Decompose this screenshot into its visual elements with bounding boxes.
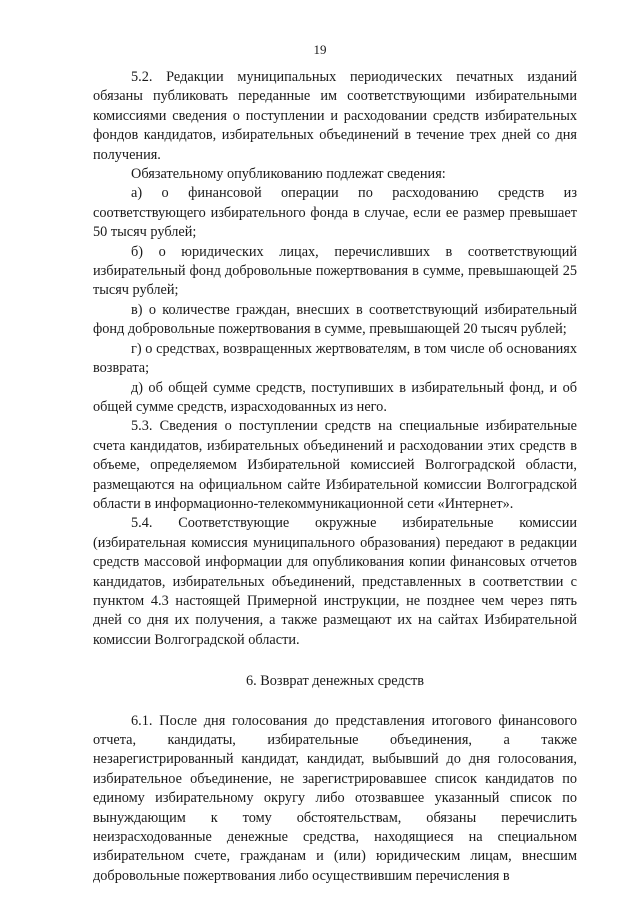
paragraph-required-info: Обязательному опубликованию подлежат сведения: (131, 166, 446, 183)
page-number: 19 (313, 42, 327, 57)
paragraph-5-2: 5.2. Редакции муниципальных периодических печатных изданий обязаны публиковать переданные им соответствующими избирательными комиссиями сведения о поступлении и расходовании средств избирательных фондов кандидатов, избирательных объединений в течение трех дней со дня получения. (93, 69, 577, 163)
paragraph-5-3: 5.3. Сведения о поступлении средств на специальные избирательные счета кандидатов, избирательных объединений и расходовании этих средств в объеме, определяемом Избирательной комиссией Волгоградской области, размещаются на официальном сайте Избирательной комиссии Волгоградской области в информационно-телекоммуникационной сети «Интернет». (93, 418, 577, 512)
paragraph-5-4: 5.4. Соответствующие окружные избирательные комиссии (избирательная комиссия муниципального образования) передают в редакции средств массовой информации для опубликования копии финансовых отчетов кандидатов, избирательных объединений, представленных в соответствии с пунктом 4.3 настоящей Примерной инструкции, не позднее чем через пять дней со дня их получения, а также размещают их на сайтах Избирательной комиссии Волгоградской области. (93, 515, 577, 648)
list-item-a: а) о финансовой операции по расходованию средств из соответствующего избирательного фонда в случае, если ее размер превышает 50 тысяч рублей; (93, 185, 577, 241)
list-item-g: г) о средствах, возвращенных жертвователям, в том числе об основаниях возврата; (93, 340, 577, 377)
section-heading-6: 6. Возврат денежных средств (245, 673, 425, 690)
list-item-v: в) о количестве граждан, внесших в соответствующий избирательный фонд добровольные пожертвования в сумме, превышающей 20 тысяч рублей; (93, 301, 577, 338)
list-item-d: д) об общей сумме средств, поступивших в избирательный фонд, и об общей сумме средств, израсходованных из него. (93, 379, 577, 415)
list-item-b: б) о юридических лицах, перечисливших в соответствующий избирательный фонд добровольные пожертвования в сумме, превышающей 25 тысяч рублей; (93, 243, 577, 299)
paragraph-6-1: 6.1. После дня голосования до представления итогового финансового отчета, кандидаты, избирательные объединения, а также незарегистрированный кандидат, кандидат, выбывший до дня голосования, избирательное объединение, не зарегистрировавшее список кандидатов по единому избирательному округу либо отозвавшее указанный список по вынуждающим к тому обстоятельствам, обязаны перечислить неизрасходованные денежные средства, находящиеся на специальном избирательном счете, гражданам и (или) юридическим лицам, внесшим добровольные пожертвования либо осуществившим перечисления в (93, 712, 577, 884)
document-body (93, 68, 577, 886)
